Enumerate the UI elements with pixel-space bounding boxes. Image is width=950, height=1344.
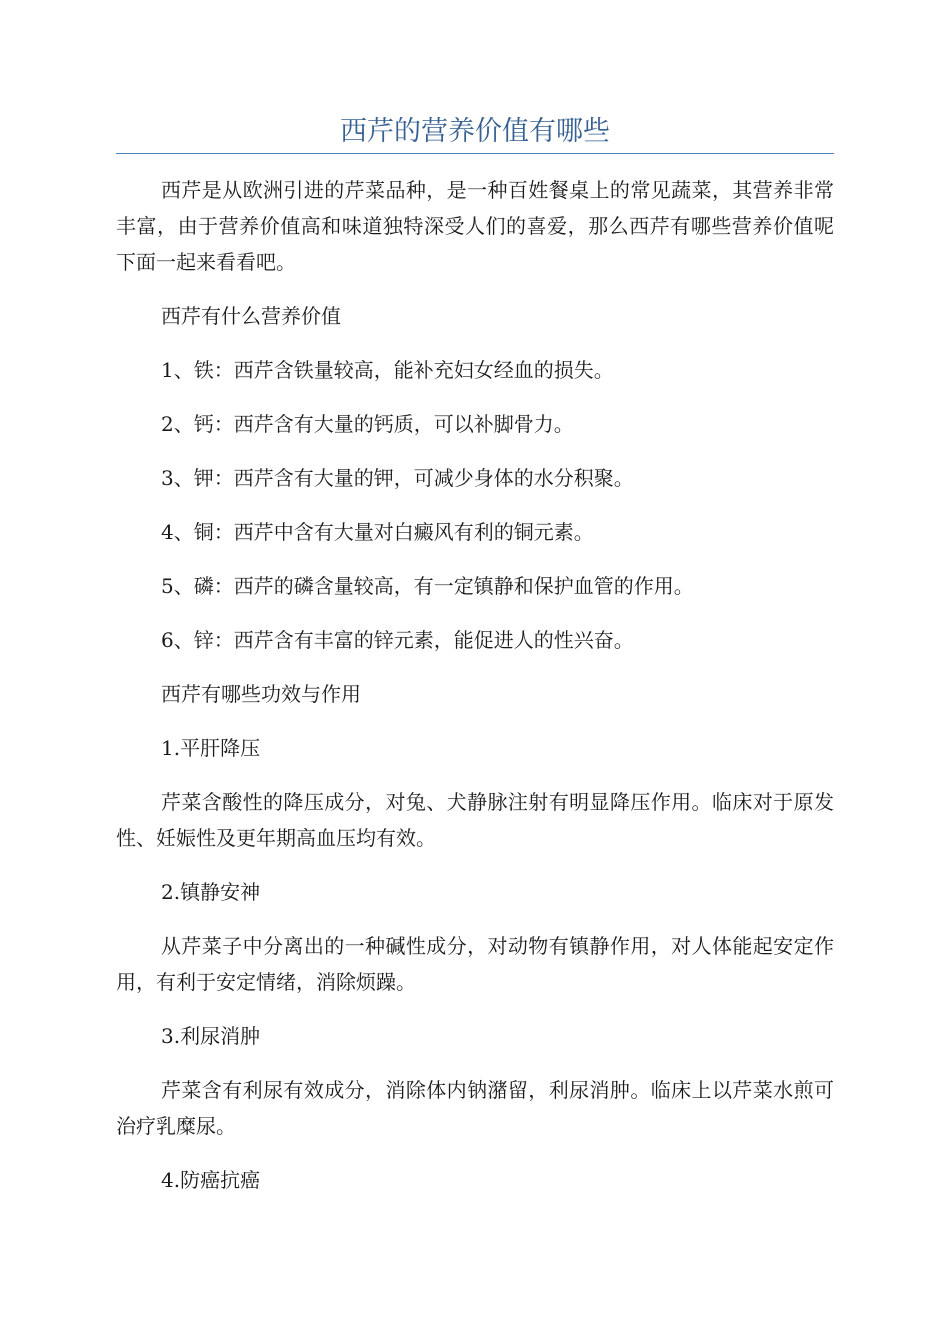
list-item-phosphorus: 5、磷：西芹的磷含量较高，有一定镇静和保护血管的作用。 [161,574,694,598]
list-item-copper: 4、铜：西芹中含有大量对白癜风有利的铜元素。 [161,520,594,544]
document-title: 西芹的营养价值有哪些 [340,116,610,147]
list-item-calcium: 2、钙：西芹含有大量的钙质，可以补脚骨力。 [161,412,574,436]
paragraph-calming: 从芹菜子中分离出的一种碱性成分，对动物有镇静作用，对人体能起安定作用，有利于安定情绪，消除烦躁。 [116,934,834,994]
list-item-zinc: 6、锌：西芹含有丰富的锌元素，能促进人的性兴奋。 [161,628,634,652]
section-heading-effects: 西芹有哪些功效与作用 [161,682,361,706]
subheading-lower-blood-pressure: 1.平肝降压 [161,736,261,760]
subheading-anticancer: 4.防癌抗癌 [161,1168,261,1192]
section-heading-nutrition: 西芹有什么营养价值 [161,304,341,328]
document-body [116,172,834,1216]
list-item-iron: 1、铁：西芹含铁量较高，能补充妇女经血的损失。 [161,358,614,382]
subheading-diuretic: 3.利尿消肿 [161,1024,261,1048]
list-item-potassium: 3、钾：西芹含有大量的钾，可减少身体的水分积聚。 [161,466,634,490]
paragraph-diuretic: 芹菜含有利尿有效成分，消除体内钠潴留，利尿消肿。临床上以芹菜水煎可治疗乳糜尿。 [116,1078,834,1138]
title-underline [116,153,834,154]
intro-paragraph: 西芹是从欧洲引进的芹菜品种，是一种百姓餐桌上的常见蔬菜，其营养非常丰富，由于营养价值高和味道独特深受人们的喜爱，那么西芹有哪些营养价值呢下面一起来看看吧。 [116,178,834,274]
subheading-calming: 2.镇静安神 [161,880,261,904]
paragraph-lower-blood-pressure: 芹菜含酸性的降压成分，对兔、犬静脉注射有明显降压作用。临床对于原发性、妊娠性及更年期高血压均有效。 [116,790,834,850]
